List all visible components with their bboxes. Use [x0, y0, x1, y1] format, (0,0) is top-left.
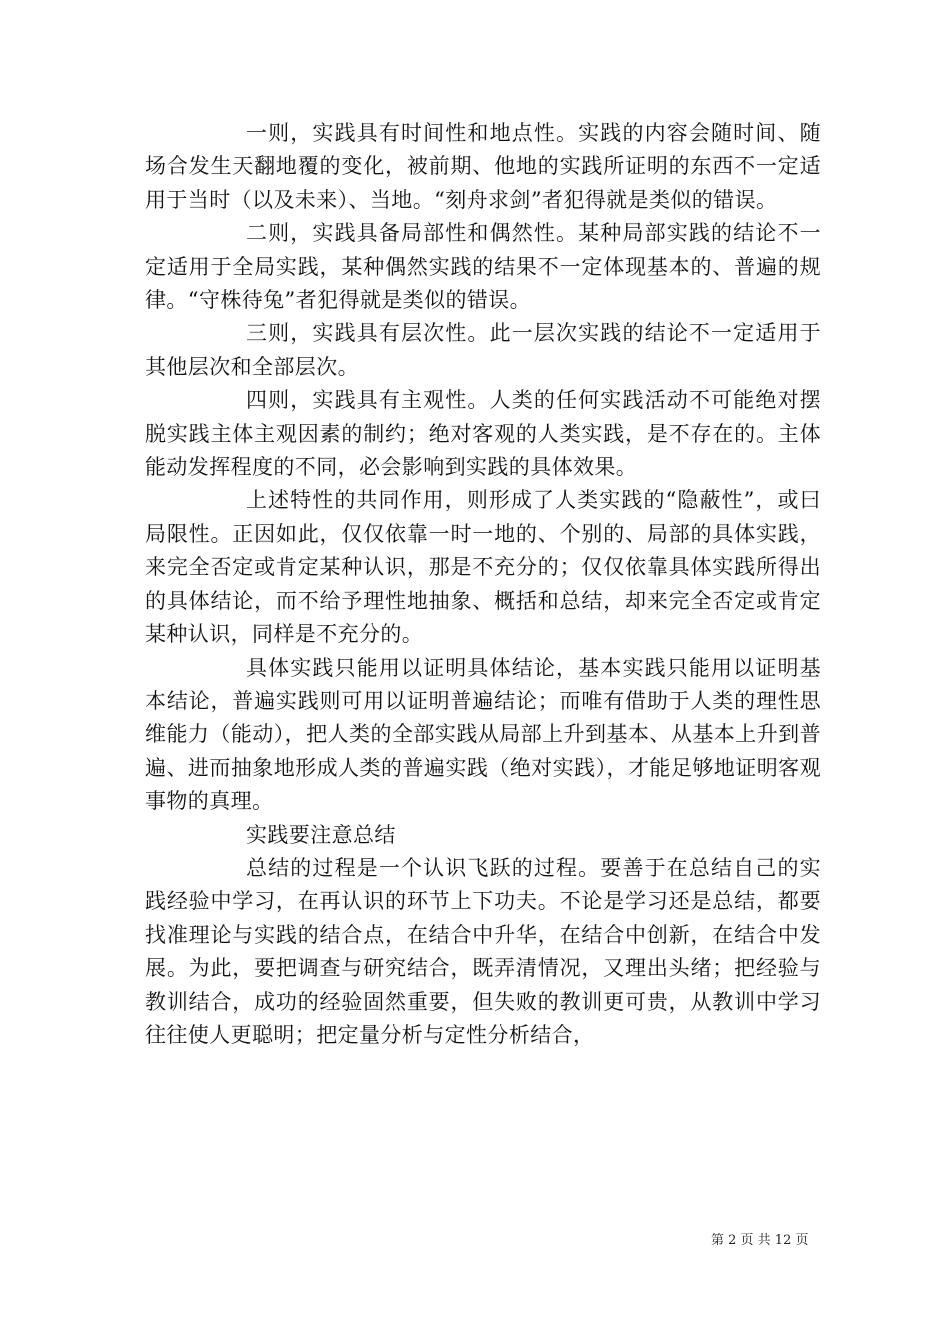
page-number-footer: 第 2 页 共 12 页 [711, 1233, 809, 1248]
paragraph-4: 四则，实践具有主观性。人类的任何实践活动不可能绝对摆脱实践主体主观因素的制约；绝对客观的人类实践，是不存在的。主体能动发挥程度的不同，必会影响到实践的具体效果。 [145, 388, 821, 480]
paragraph-3: 三则，实践具有层次性。此一层次实践的结论不一定适用于其他层次和全部层次。 [145, 321, 821, 379]
paragraph-7: 总结的过程是一个认识飞跃的过程。要善于在总结自己的实践经验中学习，在再认识的环节上下功夫。不论是学习还是总结，都要找准理论与实践的结合点，在结合中升华，在结合中创新，在结合中发展。为此，要把调查与研究结合，既弄清情况，又理出头绪；把经验与教训结合，成功的经验固然重要，但失败的教训更可贵，从教训中学习往往使人更聪明；把定量分析与定性分析结合， [145, 855, 821, 1047]
body-text [145, 117, 821, 1052]
paragraph-5: 上述特性的共同作用，则形成了人类实践的“隐蔽性”，或曰局限性。正因如此，仅仅依靠一时一地的、个别的、局部的具体实践，来完全否定或肯定某种认识，那是不充分的；仅仅依靠具体实践所得出的具体结论，而不给予理性地抽象、概括和总结，却来完全否定或肯定某种认识，同样是不充分的。 [145, 488, 821, 647]
paragraph-2: 二则，实践具备局部性和偶然性。某种局部实践的结论不一定适用于全局实践，某种偶然实践的结果不一定体现基本的、普遍的规律。“守株待兔”者犯得就是类似的错误。 [145, 221, 821, 313]
paragraph-6: 具体实践只能用以证明具体结论，基本实践只能用以证明基本结论，普遍实践则可用以证明普遍结论；而唯有借助于人类的理性思维能力（能动），把人类的全部实践从局部上升到基本、从基本上升到普遍、进而抽象地形成人类的普遍实践（绝对实践），才能足够地证明客观事物的真理。 [145, 655, 821, 814]
section-heading: 实践要注意总结 [246, 822, 396, 847]
paragraph-1: 一则，实践具有时间性和地点性。实践的内容会随时间、随场合发生天翻地覆的变化，被前期、他地的实践所证明的东西不一定适用于当时（以及未来）、当地。“刻舟求剑”者犯得就是类似的错误。 [145, 121, 821, 212]
